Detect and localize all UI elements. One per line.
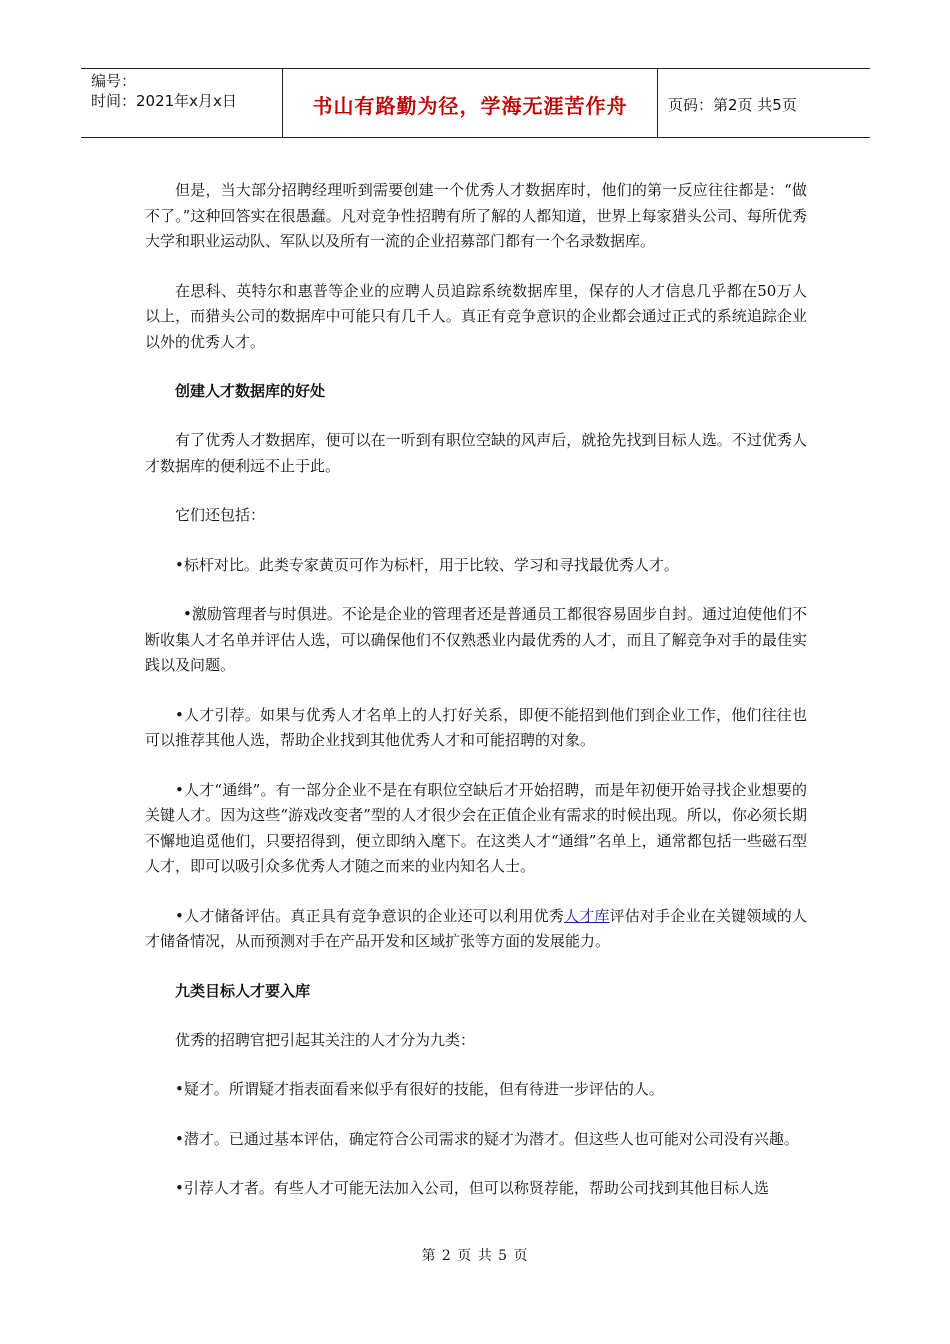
header-motto: 书山有路勤为径，学海无涯苦作舟 [312,93,628,118]
document-header [81,68,870,138]
bullet-reserve-assessment [145,904,807,955]
section-heading-benefits: 创建人才数据库的好处 [175,382,326,400]
bullet-motivate-managers: •激励管理者与时俱进。不论是企业的管理者还是普通员工都很容易固步自封。通过迫使他们不断收集人才名单并评估人选，可以确保他们不仅熟悉业内最优秀的人才，而且了解竞争对手的最佳实践以及问题。 [145,605,807,674]
paragraph-includes: 它们还包括： [175,506,266,524]
paragraph-benefits-intro: 有了优秀人才数据库，便可以在一听到有职位空缺的风声后，就抢先找到目标人选。不过优秀人才数据库的便利远不止于此。 [145,431,807,475]
document-body [145,178,807,1202]
bullet-referral: •人才引荐。如果与优秀人才名单上的人打好关系，即便不能招到他们到企业工作，他们往往也可以推荐其他人选，帮助企业找到其他优秀人才和可能招聘的对象。 [145,705,807,749]
bullet-potential-talent: •潜才。已通过基本评估，确定符合公司需求的疑才为潜才。但这些人也可能对公司没有兴趣。 [175,1129,799,1148]
header-meta-cell [81,69,283,137]
bullet-wanted-talent: •人才“通缉”。有一部分企业不是在有职位空缺后才开始招聘，而是年初便开始寻找企业想要的关键人才。因为这些“游戏改变者”型的人才很少会在正值企业有需求的时候出现。所以，你必须长期不懈地追觅他们，只要招得到，便立即纳入麾下。在这类人才“通缉”名单上，通常都包括一些磁石型人才，即可以吸引众多优秀人才随之而来的业内知名人士。 [145,780,807,875]
bullet-reserve-text-start: •人才储备评估。真正具有竞争意识的企业还可以利用优秀 [175,906,564,925]
talent-pool-link[interactable]: 人才库 [564,906,610,925]
document-time-label: 时间：2021年x月x日 [91,92,237,110]
document-number-label: 编号： [91,72,137,90]
header-page-cell [658,69,870,137]
bullet-benchmark: •标杆对比。此类专家黄页可作为标杆，用于比较、学习和寻找最优秀人才。 [175,555,679,574]
page-footer: 第 2 页 共 5 页 [421,1248,529,1264]
header-motto-cell [283,69,658,137]
bullet-referrers: •引荐人才者。有些人才可能无法加入公司，但可以称贤荐能，帮助公司找到其他目标人选 [175,1179,769,1197]
header-page-info: 页码：第2页 共5页 [668,95,797,114]
paragraph-database-size: 在思科、英特尔和惠普等企业的应聘人员追踪系统数据库里，保存的人才信息几乎都在50万人以上，而猎头公司的数据库中可能只有几千人。真正有竞争意识的企业都会通过正式的系统追踪企业以外的优秀人才。 [145,281,807,351]
section-heading-nine-types: 九类目标人才要入库 [175,981,311,1000]
paragraph-nine-types-intro: 优秀的招聘官把引起其关注的人才分为九类： [175,1030,476,1049]
bullet-reserve-text-end: 评估对手企业在关键领域的人才储备情况，从而预测对手在产品开发和区域扩张等方面的发展能力。 [145,906,807,950]
paragraph-intro: 但是，当大部分招聘经理听到需要创建一个优秀人才数据库时，他们的第一反应往往都是：“做不了。”这种回答实在很愚蠢。凡对竞争性招聘有所了解的人都知道，世界上每家猎头公司、每所优秀大学和职业运动队、军队以及所有一流的企业招募部门都有一个名录数据库。 [145,181,807,250]
bullet-suspect-talent: •疑才。所谓疑才指表面看来似乎有很好的技能，但有待进一步评估的人。 [175,1080,664,1098]
